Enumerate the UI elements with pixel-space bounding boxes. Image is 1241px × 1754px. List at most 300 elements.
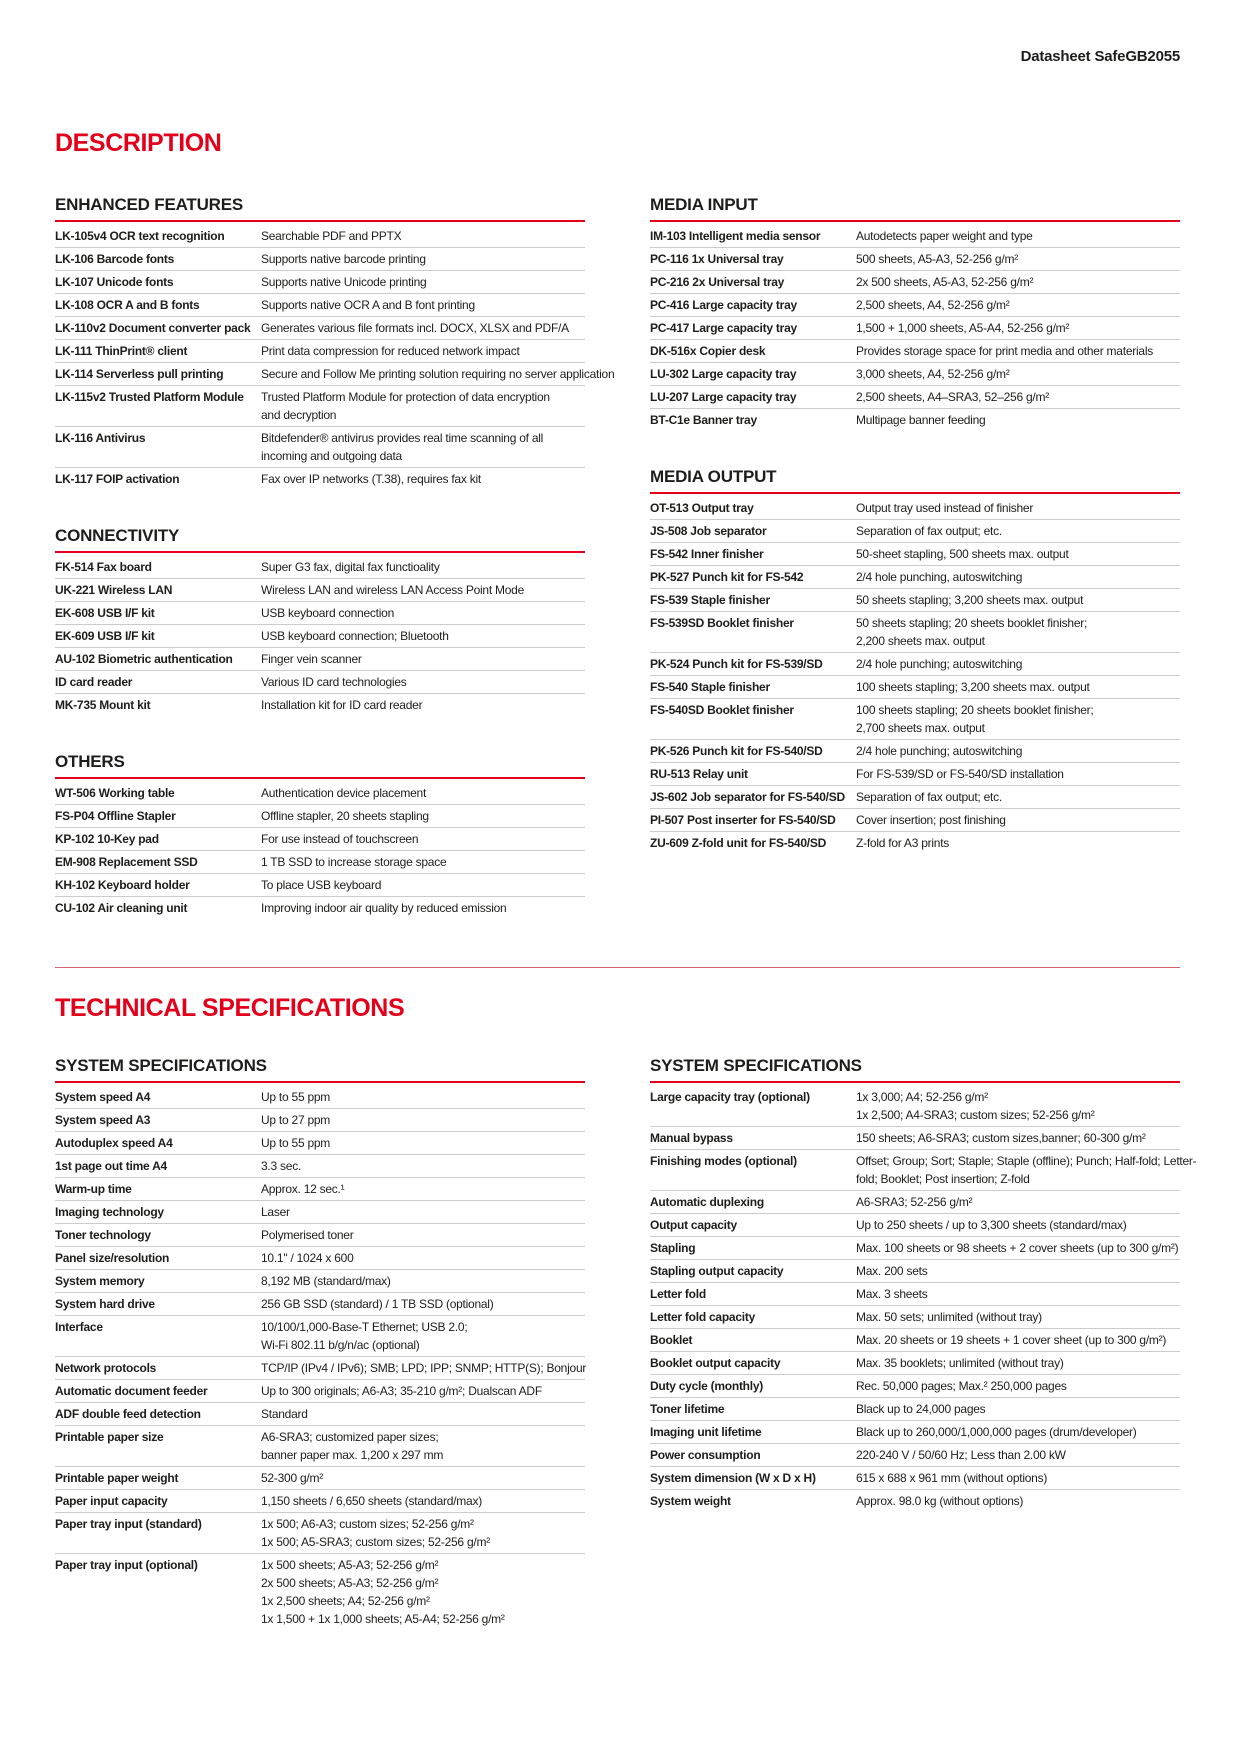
spec-label: MK-735 Mount kit (55, 698, 151, 712)
spec-value-line: Various ID card technologies (261, 675, 407, 689)
spec-row (650, 1352, 1180, 1375)
spec-value-line: 8,192 MB (standard/max) (261, 1274, 391, 1288)
spec-value (856, 522, 1180, 540)
spec-row (55, 1201, 585, 1224)
spec-label: Interface (55, 1320, 103, 1334)
spec-label: LK-116 Antivirus (55, 431, 146, 445)
spec-label: FS-539 Staple finisher (650, 593, 770, 607)
spec-row (55, 1316, 585, 1357)
spec-value (856, 834, 1180, 852)
spec-value (856, 568, 1180, 586)
spec-row (650, 386, 1180, 409)
document-header-title: Datasheet SafeGB2055 (1020, 48, 1180, 65)
section-rows (55, 782, 585, 919)
spec-value-line: 1x 1,500 + 1x 1,000 sheets; A5-A4; 52-256 g/m² (261, 1612, 505, 1626)
spec-row (650, 1490, 1180, 1512)
spec-label: Autoduplex speed A4 (55, 1136, 173, 1150)
spec-label: LK-117 FOIP activation (55, 472, 180, 486)
spec-label: LK-111 ThinPrint® client (55, 344, 188, 358)
spec-row (55, 828, 585, 851)
technical-columns (55, 1056, 1197, 1630)
spec-value (856, 227, 1180, 245)
spec-label: IM-103 Intelligent media sensor (650, 229, 821, 243)
section-system-specifications-right (650, 1056, 1197, 1512)
spec-value-line: Laser (261, 1205, 290, 1219)
spec-value (856, 499, 1180, 517)
spec-label: JS-508 Job separator (650, 524, 767, 538)
spec-row (650, 409, 1180, 431)
spec-value (261, 1157, 585, 1175)
spec-value (856, 1400, 1180, 1418)
spec-value (261, 830, 585, 848)
spec-value-line: Black up to 260,000/1,000,000 pages (drum/developer) (856, 1425, 1137, 1439)
spec-value-line: Searchable PDF and PPTX (261, 229, 402, 243)
spec-value (856, 655, 1180, 673)
spec-value-line: 2,700 sheets max. output (856, 721, 985, 735)
spec-label: Paper tray input (standard) (55, 1517, 202, 1531)
spec-label: System speed A3 (55, 1113, 151, 1127)
spec-value (856, 250, 1180, 268)
spec-value-line: 1x 3,000; A4; 52-256 g/m² (856, 1090, 988, 1104)
spec-value-line: Up to 55 ppm (261, 1136, 331, 1150)
spec-row (650, 1329, 1180, 1352)
spec-value-line: 50 sheets stapling; 3,200 sheets max. output (856, 593, 1084, 607)
spec-value-line: Generates various file formats incl. DOCX, XLSX and PDF/A (261, 321, 569, 335)
spec-value (856, 614, 1180, 650)
spec-label: Network protocols (55, 1361, 157, 1375)
spec-value (261, 342, 585, 360)
spec-label: BT-C1e Banner tray (650, 413, 757, 427)
spec-label: FS-542 Inner finisher (650, 547, 764, 561)
spec-value-line: Autodetects paper weight and type (856, 229, 1033, 243)
spec-row (55, 468, 585, 490)
spec-value-line: Max. 50 sets; unlimited (without tray) (856, 1310, 1042, 1324)
spec-value-line: 1x 500 sheets; A5-A3; 52-256 g/m² (261, 1558, 439, 1572)
spec-value (261, 273, 585, 291)
section-heading: MEDIA OUTPUT (650, 467, 1180, 494)
spec-value (856, 342, 1180, 360)
spec-value (261, 650, 585, 668)
spec-label: Letter fold (650, 1287, 706, 1301)
spec-value (261, 429, 585, 465)
spec-row (650, 653, 1180, 676)
spec-value (261, 604, 585, 622)
spec-value (261, 1492, 585, 1510)
spec-value-line: Finger vein scanner (261, 652, 362, 666)
spec-value-line: Max. 35 booklets; unlimited (without tray) (856, 1356, 1064, 1370)
spec-row (55, 1247, 585, 1270)
spec-label: Printable paper size (55, 1430, 164, 1444)
section-rows (650, 225, 1180, 431)
spec-row (650, 1127, 1180, 1150)
spec-value-line: Standard (261, 1407, 308, 1421)
spec-value-line: Z-fold for A3 prints (856, 836, 950, 850)
spec-value (261, 1272, 585, 1290)
spec-value (856, 788, 1180, 806)
spec-value-line: 2/4 hole punching; autoswitching (856, 744, 1023, 758)
section-heading: SYSTEM SPECIFICATIONS (650, 1056, 1180, 1083)
spec-value-line: A6-SRA3; 52-256 g/m² (856, 1195, 973, 1209)
spec-row (55, 340, 585, 363)
spec-label: LK-105v4 OCR text recognition (55, 229, 225, 243)
spec-value (856, 1331, 1180, 1349)
spec-row (55, 782, 585, 805)
spec-row (650, 699, 1180, 740)
spec-value-line: Fax over IP networks (T.38), requires fax kit (261, 472, 481, 486)
spec-label: FS-540 Staple finisher (650, 680, 770, 694)
spec-row (650, 786, 1180, 809)
spec-label: PC-416 Large capacity tray (650, 298, 797, 312)
spec-row (650, 566, 1180, 589)
spec-value-line: Print data compression for reduced network impact (261, 344, 520, 358)
spec-label: 1st page out time A4 (55, 1159, 167, 1173)
spec-label: EM-908 Replacement SSD (55, 855, 198, 869)
spec-value-line: 2/4 hole punching, autoswitching (856, 570, 1023, 584)
spec-row (55, 363, 615, 386)
spec-row (55, 386, 585, 427)
spec-value-line: banner paper max. 1,200 x 297 mm (261, 1448, 444, 1462)
spec-value (261, 319, 585, 337)
spec-value-line: Separation of fax output; etc. (856, 790, 1002, 804)
spec-row (55, 671, 585, 694)
spec-label: PK-526 Punch kit for FS-540/SD (650, 744, 823, 758)
spec-row (55, 294, 585, 317)
spec-value (856, 545, 1180, 563)
spec-row (55, 625, 585, 648)
spec-value-line: Rec. 50,000 pages; Max.² 250,000 pages (856, 1379, 1067, 1393)
spec-value (856, 742, 1180, 760)
spec-row (650, 497, 1180, 520)
spec-label: FS-539SD Booklet finisher (650, 616, 794, 630)
spec-label: PK-527 Punch kit for FS-542 (650, 570, 804, 584)
spec-row (650, 1150, 1197, 1191)
spec-value (261, 365, 614, 383)
section-heading: CONNECTIVITY (55, 526, 585, 553)
spec-row (55, 271, 585, 294)
spec-value-line: Max. 100 sheets or 98 sheets + 2 cover sheets (up to 300 g/m²) (856, 1241, 1179, 1255)
spec-row (55, 1467, 585, 1490)
spec-value (856, 1262, 1180, 1280)
spec-value-line: 1x 2,500 sheets; A4; 52-256 g/m² (261, 1594, 430, 1608)
spec-row (55, 1086, 585, 1109)
spec-value (261, 1556, 585, 1628)
spec-value (261, 558, 585, 576)
spec-label: Output capacity (650, 1218, 737, 1232)
spec-label: DK-516x Copier desk (650, 344, 766, 358)
spec-value (261, 807, 585, 825)
spec-row (650, 740, 1180, 763)
section-heading: OTHERS (55, 752, 585, 779)
spec-row (55, 1109, 585, 1132)
spec-row (650, 1191, 1180, 1214)
spec-value (261, 296, 585, 314)
spec-row (55, 1293, 585, 1316)
section-connectivity (55, 526, 585, 716)
spec-row (650, 363, 1180, 386)
spec-row (650, 809, 1180, 832)
spec-value-line: Offset; Group; Sort; Staple; Staple (offline); Punch; Half-fold; Letter- (856, 1154, 1197, 1168)
spec-value (261, 1295, 585, 1313)
spec-row (650, 676, 1180, 699)
spec-value-line: Offline stapler, 20 sheets stapling (261, 809, 429, 823)
spec-label: Stapling output capacity (650, 1264, 784, 1278)
spec-label: Automatic duplexing (650, 1195, 764, 1209)
spec-row (55, 556, 585, 579)
spec-value (856, 1285, 1180, 1303)
spec-value (261, 696, 585, 714)
spec-value-line: 2x 500 sheets; A5-A3; 52-256 g/m² (261, 1576, 439, 1590)
spec-value-line: 100 sheets stapling; 20 sheets booklet finisher; (856, 703, 1094, 717)
spec-label: System weight (650, 1494, 731, 1508)
spec-row (650, 1398, 1180, 1421)
spec-value-line: 615 x 688 x 961 mm (without options) (856, 1471, 1048, 1485)
spec-label: System hard drive (55, 1297, 155, 1311)
section-heading: SYSTEM SPECIFICATIONS (55, 1056, 585, 1083)
spec-value-line: 1x 500; A5-SRA3; custom sizes; 52-256 g/m² (261, 1535, 490, 1549)
spec-value-line: Polymerised toner (261, 1228, 354, 1242)
spec-label: Imaging unit lifetime (650, 1425, 762, 1439)
spec-value-line: Super G3 fax, digital fax functioality (261, 560, 440, 574)
spec-label: KP-102 10-Key pad (55, 832, 159, 846)
spec-value-line: Installation kit for ID card reader (261, 698, 423, 712)
column (650, 1056, 1197, 1512)
spec-row (650, 589, 1180, 612)
spec-value (261, 853, 585, 871)
section-rows (55, 225, 615, 490)
section-media-output (650, 467, 1180, 854)
spec-value-line: Up to 27 ppm (261, 1113, 331, 1127)
spec-value (856, 1377, 1180, 1395)
spec-row (650, 248, 1180, 271)
spec-value-line: 2x 500 sheets, A5-A3, 52-256 g/m² (856, 275, 1034, 289)
description-title: DESCRIPTION (55, 129, 222, 157)
spec-value-line: 10/100/1,000-Base-T Ethernet; USB 2.0; (261, 1320, 468, 1334)
column (650, 195, 1180, 854)
section-divider (55, 967, 1180, 968)
spec-value (856, 388, 1180, 406)
spec-label: Duty cycle (monthly) (650, 1379, 764, 1393)
spec-value (856, 1193, 1180, 1211)
spec-value (261, 1134, 585, 1152)
spec-row (55, 805, 585, 828)
spec-value-line: Max. 20 sheets or 19 sheets + 1 cover sheet (up to 300 g/m²) (856, 1333, 1167, 1347)
spec-label: LK-114 Serverless pull printing (55, 367, 224, 381)
spec-row (650, 763, 1180, 786)
spec-label: Large capacity tray (optional) (650, 1090, 810, 1104)
technical-specifications-title: TECHNICAL SPECIFICATIONS (55, 994, 405, 1022)
spec-row (55, 874, 585, 897)
spec-value (856, 1129, 1180, 1147)
spec-label: ID card reader (55, 675, 133, 689)
spec-value-line: For FS-539/SD or FS-540/SD installation (856, 767, 1064, 781)
spec-row (650, 340, 1180, 363)
spec-label: PC-417 Large capacity tray (650, 321, 797, 335)
spec-label: LK-107 Unicode fonts (55, 275, 174, 289)
spec-value (856, 411, 1180, 429)
spec-row (55, 579, 585, 602)
spec-row (55, 694, 585, 716)
spec-row (55, 248, 585, 271)
section-rows (650, 1086, 1197, 1512)
spec-row (55, 1380, 585, 1403)
spec-value (261, 1111, 585, 1129)
spec-row (55, 897, 585, 919)
spec-value-line: Separation of fax output; etc. (856, 524, 1002, 538)
spec-value-line: Cover insertion; post finishing (856, 813, 1006, 827)
spec-label: PI-507 Post inserter for FS-540/SD (650, 813, 836, 827)
spec-value-line: Multipage banner feeding (856, 413, 986, 427)
spec-value-line: Up to 300 originals; A6-A3; 35-210 g/m²; Dualscan ADF (261, 1384, 542, 1398)
spec-row (650, 1444, 1180, 1467)
spec-label: AU-102 Biometric authentication (55, 652, 233, 666)
spec-value-line: and decryption (261, 408, 337, 422)
spec-label: Panel size/resolution (55, 1251, 170, 1265)
spec-value (856, 765, 1180, 783)
spec-row (650, 612, 1180, 653)
spec-value-line: Approx. 98.0 kg (without options) (856, 1494, 1024, 1508)
spec-value-line: 150 sheets; A6-SRA3; custom sizes,banner; 60-300 g/m² (856, 1131, 1146, 1145)
spec-label: Paper input capacity (55, 1494, 168, 1508)
spec-value-line: 50 sheets stapling; 20 sheets booklet finisher; (856, 616, 1088, 630)
section-heading: MEDIA INPUT (650, 195, 1180, 222)
spec-value (261, 1318, 585, 1354)
spec-row (650, 1260, 1180, 1283)
spec-value-line: Output tray used instead of finisher (856, 501, 1034, 515)
spec-row (650, 1467, 1180, 1490)
spec-value-line: 2/4 hole punching; autoswitching (856, 657, 1023, 671)
spec-value (261, 1249, 585, 1267)
spec-label: System dimension (W x D x H) (650, 1471, 816, 1485)
spec-row (650, 832, 1180, 854)
spec-value (261, 388, 585, 424)
spec-label: FS-P04 Offline Stapler (55, 809, 176, 823)
spec-label: EK-609 USB I/F kit (55, 629, 155, 643)
spec-row (55, 1270, 585, 1293)
spec-row (55, 851, 585, 874)
spec-label: Warm-up time (55, 1182, 132, 1196)
spec-value (856, 296, 1180, 314)
spec-value-line: Wireless LAN and wireless LAN Access Point Mode (261, 583, 525, 597)
section-heading: ENHANCED FEATURES (55, 195, 585, 222)
spec-label: RU-513 Relay unit (650, 767, 748, 781)
spec-value (261, 1515, 585, 1551)
spec-value (856, 591, 1180, 609)
spec-value-line: 50-sheet stapling, 500 sheets max. output (856, 547, 1069, 561)
section-rows (55, 556, 585, 716)
spec-value (261, 1180, 585, 1198)
spec-value (856, 1469, 1180, 1487)
spec-value-line: 1 TB SSD to increase storage space (261, 855, 447, 869)
spec-value-line: 3.3 sec. (261, 1159, 302, 1173)
spec-row (650, 271, 1180, 294)
spec-value-line: 3,000 sheets, A4, 52-256 g/m² (856, 367, 1010, 381)
spec-value (261, 876, 585, 894)
spec-value-line: To place USB keyboard (261, 878, 382, 892)
spec-label: System speed A4 (55, 1090, 151, 1104)
spec-label: UK-221 Wireless LAN (55, 583, 173, 597)
spec-label: FS-540SD Booklet finisher (650, 703, 794, 717)
spec-value-line: 2,500 sheets, A4, 52-256 g/m² (856, 298, 1010, 312)
spec-value-line: Improving indoor air quality by reduced emission (261, 901, 507, 915)
spec-value (856, 1308, 1180, 1326)
spec-value-line: TCP/IP (IPv4 / IPv6); SMB; LPD; IPP; SNMP; HTTP(S); Bonjour (261, 1361, 587, 1375)
spec-value-line: Authentication device placement (261, 786, 427, 800)
spec-value (261, 1382, 585, 1400)
spec-value-line: 1,150 sheets / 6,650 sheets (standard/max) (261, 1494, 482, 1508)
spec-value-line: USB keyboard connection (261, 606, 394, 620)
spec-value-line: Supports native Unicode printing (261, 275, 427, 289)
spec-row (650, 225, 1180, 248)
spec-value (261, 581, 585, 599)
spec-value-line: 2,200 sheets max. output (856, 634, 985, 648)
spec-value (261, 673, 585, 691)
spec-value-line: 2,500 sheets, A4–SRA3, 52–256 g/m² (856, 390, 1049, 404)
spec-value (261, 1469, 585, 1487)
spec-row (55, 648, 585, 671)
spec-value-line: 10.1" / 1024 x 600 (261, 1251, 354, 1265)
spec-value-line: Supports native barcode printing (261, 252, 426, 266)
spec-value (856, 701, 1180, 737)
spec-row (55, 1224, 585, 1247)
spec-value-line: 1x 2,500; A4-SRA3; custom sizes; 52-256 g/m² (856, 1108, 1095, 1122)
spec-value (856, 678, 1180, 696)
spec-label: Stapling (650, 1241, 696, 1255)
spec-row (650, 1086, 1180, 1127)
spec-value (856, 1152, 1196, 1188)
spec-label: Manual bypass (650, 1131, 733, 1145)
spec-value (261, 250, 585, 268)
spec-label: PC-116 1x Universal tray (650, 252, 784, 266)
spec-value-line: 500 sheets, A5-A3, 52-256 g/m² (856, 252, 1018, 266)
spec-row (55, 225, 585, 248)
spec-value-line: Secure and Follow Me printing solution requiring no server application (261, 367, 615, 381)
spec-value (261, 627, 585, 645)
section-rows (650, 497, 1180, 854)
spec-label: PC-216 2x Universal tray (650, 275, 785, 289)
spec-value (856, 1354, 1180, 1372)
spec-value-line: Provides storage space for print media and other materials (856, 344, 1153, 358)
spec-value (261, 1203, 585, 1221)
spec-value-line: A6-SRA3; customized paper sizes; (261, 1430, 439, 1444)
spec-label: Finishing modes (optional) (650, 1154, 797, 1168)
spec-label: ZU-609 Z-fold unit for FS-540/SD (650, 836, 827, 850)
section-rows (55, 1086, 585, 1630)
spec-row (55, 1155, 585, 1178)
spec-value (856, 1239, 1180, 1257)
spec-row (55, 1403, 585, 1426)
spec-label: PK-524 Punch kit for FS-539/SD (650, 657, 823, 671)
spec-label: Toner lifetime (650, 1402, 725, 1416)
spec-value (261, 1405, 585, 1423)
spec-row (55, 427, 585, 468)
spec-value (261, 784, 585, 802)
spec-label: OT-513 Output tray (650, 501, 754, 515)
spec-value-line: 52-300 g/m² (261, 1471, 323, 1485)
spec-row (650, 543, 1180, 566)
spec-label: LK-108 OCR A and B fonts (55, 298, 200, 312)
spec-value (856, 273, 1180, 291)
spec-row (55, 1426, 585, 1467)
spec-value-line: 1,500 + 1,000 sheets, A5-A4, 52-256 g/m² (856, 321, 1070, 335)
spec-value-line: Up to 250 sheets / up to 3,300 sheets (standard/max) (856, 1218, 1127, 1232)
spec-row (650, 1306, 1180, 1329)
spec-row (650, 1214, 1180, 1237)
spec-value-line: 100 sheets stapling; 3,200 sheets max. output (856, 680, 1090, 694)
description-columns (55, 195, 1180, 919)
spec-value-line: Up to 55 ppm (261, 1090, 331, 1104)
spec-value (261, 1226, 585, 1244)
spec-label: System memory (55, 1274, 145, 1288)
